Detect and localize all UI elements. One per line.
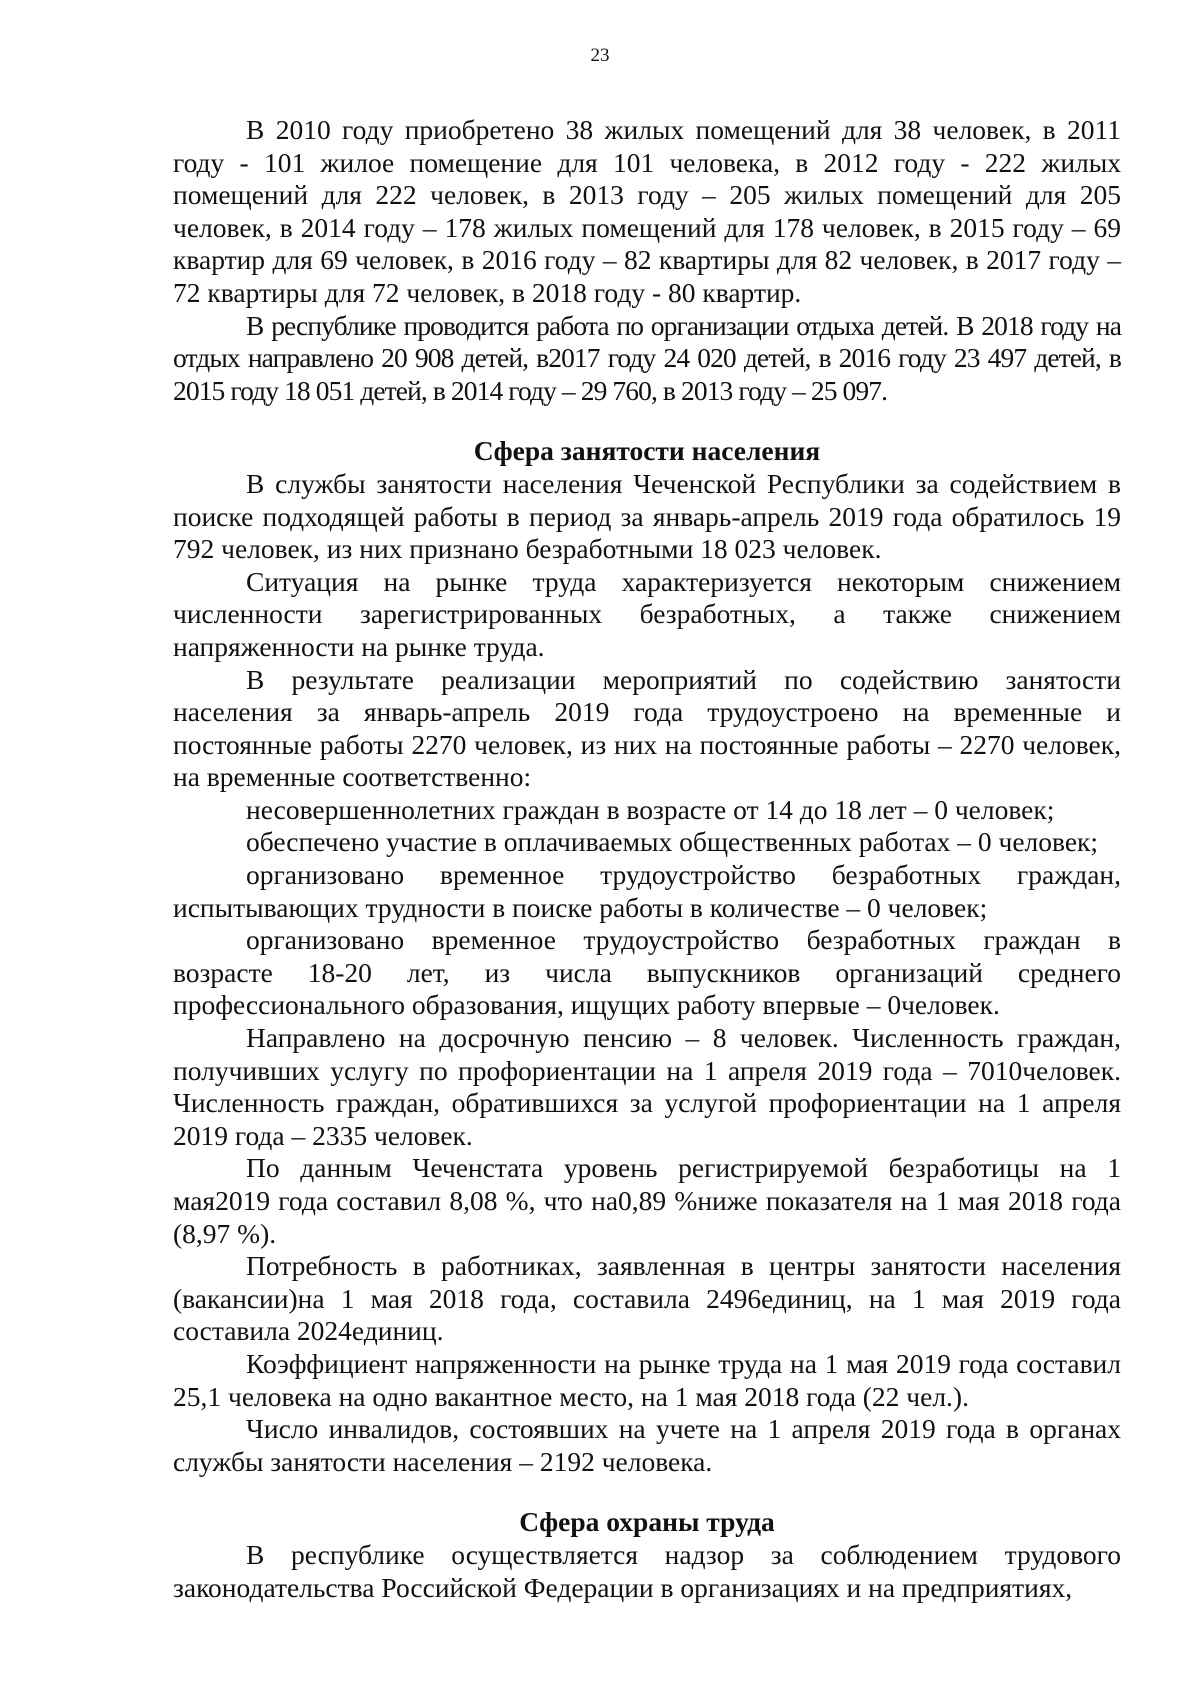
paragraph-housing: В 2010 году приобретено 38 жилых помещений для 38 человек, в 2011 году - 101 жилое помещение для 101 человека, в 2012 году - 222 жилых помещений для 222 человек, в 2013 году – 205 жилых помещений для 205 человек, в 2014 году – 178 жилых помещений для 178 человек, в 2015 году – 69 квартир для 69 человек, в 2016 году – 82 квартиры для 82 человек, в 2017 году – 72 квартиры для 72 человек, в 2018 году - 80 квартир.	[173, 114, 1121, 308]
section-spacer	[173, 1478, 1121, 1506]
paragraph-supervision: В республике осуществляется надзор за соблюдением трудового законодательства Российской Федерации в организациях и на предприятиях,	[173, 1538, 1121, 1603]
paragraph-early-pension: Направлено на досрочную пенсию – 8 человек. Численность граждан, получивших услугу по профориентации на 1 апреля 2019 года – 7010человек. Численность граждан, обратившихся за услугой профориентации на 1 апреля 2019 года – 2335 человек.	[173, 1022, 1121, 1151]
paragraph-public-works: обеспечено участие в оплачиваемых общественных работах – 0 человек;	[246, 826, 1099, 858]
paragraph-minors: несовершеннолетних граждан в возрасте от 14 до 18 лет – 0 человек;	[246, 793, 1055, 825]
paragraph-employment-applications: В службы занятости населения Чеченской Республики за содействием в поиске подходящей работы в период за январь-апрель 2019 года обратилось 19 792 человек, из них признано безработными 18 023 человек.	[173, 467, 1121, 565]
paragraph-labor-market-situation: Ситуация на рынке труда характеризуется некоторым снижением численности зарегистрированных безработных, а также снижением напряженности на рынке труда.	[173, 565, 1121, 662]
paragraph-children-rest: В республике проводится работа по организации отдыха детей. В 2018 году на отдых направлено 20 908 детей, в2017 году 24 020 детей, в 2016 году 23 497 детей, в 2015 году 18 051 детей, в 2014 году – 29 760, в 2013 году – 25 097.	[173, 309, 1121, 406]
paragraph-disabled: Число инвалидов, состоявших на учете на 1 апреля 2019 года в органах службы занятости населения – 2192 человека.	[173, 1413, 1121, 1477]
paragraph-temporary-difficulties: организовано временное трудоустройство безработных граждан, испытывающих трудности в поиске работы в количестве – 0 человек;	[173, 859, 1121, 923]
paragraph-unemployment-rate: По данным Чеченстата уровень регистрируемой безработицы на 1 мая2019 года составил 8,08 %, что на0,89 %ниже показателя на 1 мая 2018 года (8,97 %).	[173, 1152, 1121, 1249]
paragraph-temporary-graduates: организовано временное трудоустройство безработных граждан в возрасте 18-20 лет, из числа выпускников организаций среднего профессионального образования, ищущих работу впервые – 0человек.	[173, 924, 1121, 1021]
heading-employment: Сфера занятости населения	[473, 435, 821, 467]
document-body	[173, 114, 1121, 1604]
page-number: 23	[590, 45, 610, 66]
paragraph-tension-coefficient: Коэффициент напряженности на рынке труда на 1 мая 2019 года составил 25,1 человека на одно вакантное место, на 1 мая 2018 года (22 чел.).	[173, 1347, 1121, 1412]
paragraph-vacancies: Потребность в работниках, заявленная в центры занятости населения (вакансии)на 1 мая 2018 года, составила 2496единиц, на 1 мая 2019 года составила 2024единиц.	[173, 1250, 1121, 1347]
section-spacer	[173, 407, 1121, 435]
heading-labor-protection: Сфера охраны труда	[519, 1506, 775, 1538]
paragraph-employment-results: В результате реализации мероприятий по содействию занятости населения за январь-апрель 2019 года трудоустроено на временные и постоянные работы 2270 человек, из них на постоянные работы – 2270 человек, на временные соответственно:	[173, 663, 1121, 793]
